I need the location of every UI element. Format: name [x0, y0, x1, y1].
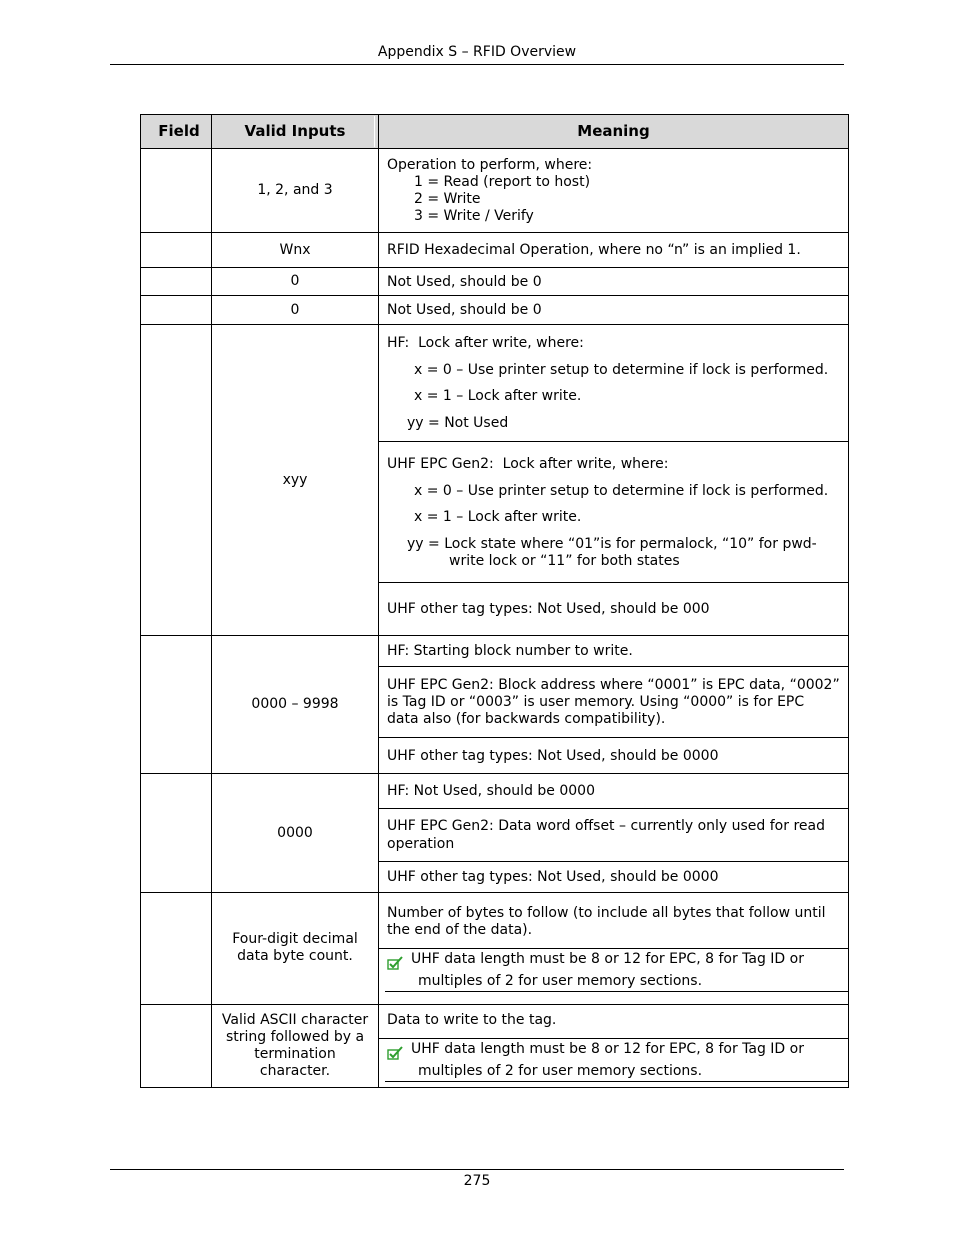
header-rule: [110, 64, 844, 65]
valid-input: 1, 2, and 3: [257, 182, 333, 198]
valid-input: 0: [290, 301, 300, 318]
meaning-text: x = 1 – Lock after write.: [414, 388, 582, 404]
meaning-text: Not Used, should be 0: [387, 274, 542, 290]
checkmark-note-icon: [387, 956, 403, 970]
meaning-text: write lock or “11” for both states: [449, 553, 680, 569]
row-line: [140, 1004, 849, 1005]
meaning-text: HF: Not Used, should be 0000: [387, 783, 595, 799]
valid-input: 0: [290, 273, 300, 289]
column-divider: [378, 114, 379, 1088]
valid-input: Four-digit decimal: [232, 931, 358, 947]
checkmark-note-icon: [387, 1046, 403, 1060]
valid-input: string followed by a: [225, 1029, 365, 1045]
header-meaning: Meaning: [577, 122, 650, 140]
meaning-text: data also (for backwards compatibility).: [387, 711, 666, 727]
meaning-text: x = 0 – Use printer setup to determine if lock is performed.: [414, 483, 829, 499]
row-line: [140, 1087, 849, 1088]
meaning-text: operation: [387, 836, 455, 852]
valid-input: Wnx: [279, 241, 311, 258]
valid-input: 0000: [277, 824, 313, 841]
meaning-text: UHF EPC Gen2: Lock after write, where:: [387, 456, 669, 472]
valid-input: 0000 – 9998: [251, 696, 339, 712]
header-gap: [374, 116, 375, 147]
valid-input: data byte count.: [237, 948, 353, 964]
meaning-text: UHF EPC Gen2: Block address where “0001” is EPC data, “0002”: [387, 677, 840, 693]
valid-input: xyy: [282, 471, 308, 488]
meaning-text: UHF other tag types: Not Used, should be 0000: [387, 748, 719, 764]
valid-input: termination: [254, 1046, 336, 1062]
note-text: UHF data length must be 8 or 12 for EPC, 8 for Tag ID or: [411, 951, 804, 967]
subrow-line: [378, 737, 849, 738]
meaning-text: HF: Lock after write, where:: [387, 335, 584, 351]
meaning-text: Data to write to the tag.: [387, 1012, 557, 1028]
subrow-line: [378, 861, 849, 862]
meaning-text: HF: Starting block number to write.: [387, 643, 633, 659]
footer-rule: [110, 1169, 844, 1170]
meaning-text: UHF other tag types: Not Used, should be 0000: [387, 869, 719, 885]
note-text: UHF data length must be 8 or 12 for EPC, 8 for Tag ID or: [411, 1041, 804, 1057]
meaning-text: Number of bytes to follow (to include all bytes that follow until: [387, 905, 826, 921]
header-field: Field: [158, 122, 200, 140]
meaning-text: x = 0 – Use printer setup to determine if lock is performed.: [414, 362, 829, 378]
row-line: [140, 892, 849, 893]
subrow-line: [378, 441, 849, 442]
meaning-text: x = 1 – Lock after write.: [414, 509, 582, 525]
meaning-text: yy = Not Used: [407, 415, 509, 431]
page-header: Appendix S – RFID Overview: [377, 44, 577, 60]
table-border-left: [140, 114, 141, 1088]
row-line: [140, 114, 849, 115]
meaning-text: 1 = Read (report to host): [414, 174, 591, 190]
meaning-text: Operation to perform, where:: [387, 157, 593, 173]
meaning-text: RFID Hexadecimal Operation, where no “n” is an implied 1.: [387, 242, 801, 258]
meaning-text: UHF EPC Gen2: Data word offset – currently only used for read: [387, 818, 825, 834]
table-border-right: [848, 114, 849, 1088]
subrow-line: [378, 666, 849, 667]
note-text: multiples of 2 for user memory sections.: [418, 1063, 703, 1079]
valid-input: Valid ASCII character: [221, 1012, 369, 1028]
meaning-text: yy = Lock state where “01”is for permalock, “10” for pwd-: [407, 536, 817, 552]
meaning-text: 3 = Write / Verify: [414, 208, 534, 224]
header-valid-inputs: Valid Inputs: [244, 122, 346, 140]
page-number: 275: [463, 1173, 491, 1189]
meaning-text: 2 = Write: [414, 191, 481, 207]
subrow-line: [378, 582, 849, 583]
subrow-line: [378, 808, 849, 809]
meaning-text: is Tag ID or “0003” is user memory. Using “0000” is for EPC: [387, 694, 805, 710]
note-text: multiples of 2 for user memory sections.: [418, 973, 703, 989]
valid-input: character.: [259, 1063, 331, 1079]
meaning-text: Not Used, should be 0: [387, 302, 542, 318]
meaning-text: the end of the data).: [387, 922, 533, 938]
meaning-text: UHF other tag types: Not Used, should be 000: [387, 601, 710, 617]
